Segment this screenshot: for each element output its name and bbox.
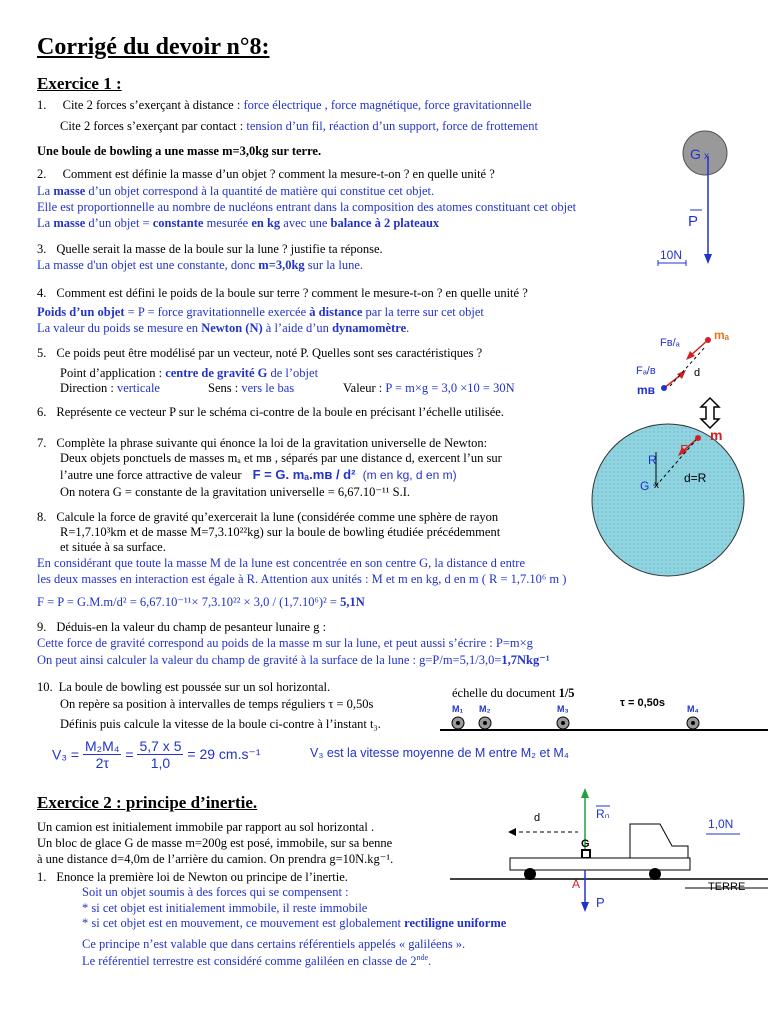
q2-answer-1: La masse d’un objet correspond à la quantité de matière qui constitue cet objet.: [37, 184, 435, 198]
ex2-a5: Le référentiel terrestre est considéré comme galiléen en classe de 2nde.: [82, 953, 432, 969]
q8-l3: et située à sa surface.: [60, 540, 166, 554]
q7-l2: Deux objets ponctuels de masses mₐ et mʙ , séparés par une distance d, exercent l’un sur: [60, 451, 502, 465]
bowling-positions-diagram: [440, 700, 768, 740]
q2: [37, 167, 495, 182]
force-ba-label: Fʙ/ₐ: [660, 337, 680, 349]
force-ab-label: Fₐ/ʙ: [636, 365, 656, 377]
ground-label: TERRE: [708, 881, 746, 893]
ex2-a2: * si cet objet est initialement immobile, il reste immobile: [82, 901, 368, 915]
truck-diagram: [450, 784, 768, 914]
marker-m1: [452, 717, 464, 729]
q5-application: Point d’application : centre de gravité G de l’objet: [60, 366, 319, 380]
moon-mass-label: m: [710, 427, 723, 443]
page-title: Corrigé du devoir n°8:: [37, 34, 270, 60]
v3-equation: V₃ = $\frac{\text{M₂M₄}}{2\tau}$ = $\frac{5,7 x 5}{1,0}$ = 29 cm.s⁻¹: [52, 738, 261, 771]
truck-a-label: A: [572, 877, 581, 891]
q7-l1: 7. Complète la phrase suivante qui énonce la loi de la gravitation universelle de Newton:: [37, 436, 488, 450]
marker-label-m2: M₂: [479, 704, 491, 714]
q10-l2: On repère sa position à intervalles de temps réguliers τ = 0,50s: [60, 697, 374, 711]
distance-label: d: [694, 367, 701, 379]
q9: 9. Déduis-en la valeur du champ de pesanteur lunaire g :: [37, 620, 327, 634]
ex2-a1: Soit un objet soumis à des forces qui se compensent :: [82, 885, 349, 899]
q2-answer-3: La masse d’un objet = constante mesurée en kg avec une balance à 2 plateaux: [37, 216, 440, 230]
q8-l2: R=1,7.10³km et de masse M=7,3.10²²kg) sur la boule de bowling étudiée précédemment: [60, 525, 501, 539]
q5-direction: Direction : verticale: [60, 381, 160, 395]
q5-sens: Sens : vers le bas: [208, 381, 295, 395]
q1-num: 1.: [37, 98, 47, 112]
q3: 3. Quelle serait la masse de la boule sur la lune ? justifie ta réponse.: [37, 242, 383, 256]
q8-answer-3: F = P = G.M.m/d² = 6,67.10⁻¹¹× 7,3.10²² × 3,0 / (1,7.10⁶)² = 5,1N: [37, 595, 365, 609]
exercise1-heading: Exercice 1 :: [37, 74, 122, 93]
moon-center-label: G: [640, 479, 650, 493]
q1-b: [60, 119, 538, 134]
ex2-l3: à une distance d=4,0m de l’arrière du camion. On prendra g=10N.kg⁻¹.: [37, 852, 394, 866]
ex2-l1: Un camion est initialement immobile par rapport au sol horizontal .: [37, 820, 375, 834]
q7-l4: On notera G = constante de la gravitation universelle = 6,67.10⁻¹¹ S.I.: [60, 485, 410, 499]
ex2-a3: * si cet objet est en mouvement, ce mouvement est globalement rectiligne uniforme: [82, 916, 507, 930]
q8-l1: 8. Calcule la force de gravité qu’exercerait la lune (considérée comme une sphère de rayon: [37, 510, 499, 524]
truck-distance-label: d: [534, 812, 541, 824]
q6: 6. Représente ce vecteur P sur le schéma ci-contre de la boule en précisant l’échelle utilisée.: [37, 405, 504, 419]
mass-b-label: mʙ: [637, 383, 656, 397]
marker-label-m3: M₃: [557, 704, 569, 714]
q5-valeur: Valeur : P = m×g = 3,0 ×10 = 30N: [343, 381, 515, 395]
q4-answer-1: Poids d’un objet = P = force gravitationnelle exercée à distance par la terre sur cet objet: [37, 305, 484, 319]
q9-answer-1: Cette force de gravité correspond au poids de la masse m sur la lune, et peut aussi s’écrire : P=m×g: [37, 636, 533, 650]
two-masses-diagram: [620, 322, 768, 402]
q2-question: Comment est définie la masse d’un objet ? comment la mesure-t-on ? en quelle unité ?: [62, 167, 495, 181]
q4-answer-2: La valeur du poids se mesure en Newton (N) à l’aide d’un dynamomètre.: [37, 321, 410, 335]
ball-scale-label: 10N: [660, 248, 683, 262]
ex2-a4: Ce principe n’est valable que dans certains référentiels appelés « galiléens ».: [82, 937, 466, 951]
ball-weight-label: P: [688, 213, 699, 230]
tau-label: τ = 0,50s: [620, 697, 665, 709]
mass-a-label: mₐ: [714, 328, 730, 342]
q7-l3: l’autre une force attractive de valeur F = G. mₐ.mʙ / d² (m en kg, d en m): [60, 467, 457, 482]
q9-answer-2: On peut ainsi calculer la valeur du champ de gravité à la surface de la lune : g=P/m=5,1/3,0=1,7Nkg⁻¹: [37, 653, 550, 667]
q1-question-b: Cite 2 forces s’exerçant par contact :: [60, 119, 244, 133]
marker-label-m1: M₁: [452, 704, 464, 714]
exercise1-intro: Une boule de bowling a une masse m=3,0kg sur terre.: [37, 144, 322, 158]
truck-g-label: G: [581, 838, 590, 850]
marker-m2: [479, 717, 491, 729]
ex2-q1: 1. Enonce la première loi de Newton ou principe de l’inertie.: [37, 870, 348, 884]
marker-m4: [687, 717, 699, 729]
q2-num: 2.: [37, 167, 47, 181]
v3-note: V₃ est la vitesse moyenne de M entre M₂ et M₄: [310, 746, 569, 760]
q1: [37, 98, 532, 113]
ex2-l2: Un bloc de glace G de masse m=200g est posé, immobile, sur sa benne: [37, 836, 393, 850]
q1-question-a: Cite 2 forces s’exerçant à distance :: [62, 98, 241, 112]
marker-label-m4: M₄: [687, 704, 699, 714]
moon-diagram: [588, 422, 768, 580]
q8-answer-2: les deux masses en interaction est égale à R. Attention aux unités : M et m en kg, d en m ( R = 1,7.10⁶ m ): [37, 572, 567, 586]
q5: 5. Ce poids peut être modélisé par un vecteur, noté P. Quelles sont ses caractéristiques ?: [37, 346, 483, 360]
scale-label: échelle du document 1/5: [452, 686, 575, 700]
q2-answer-2: Elle est proportionnelle au nombre de nucléons entrant dans la composition des atomes constituant cet objet: [37, 200, 577, 214]
bowling-ball-diagram: [640, 128, 768, 268]
svg-text:x: x: [704, 151, 709, 162]
truck-scale-label: 1,0N: [708, 817, 734, 831]
truck-weight-label: P: [596, 895, 605, 910]
q3-answer: La masse d'un objet est une constante, donc m=3,0kg sur la lune.: [37, 258, 363, 272]
svg-text:x: x: [654, 480, 659, 491]
q10-l3: Définis puis calcule la vitesse de la boule ci-contre à l’instant t₃.: [60, 717, 381, 731]
truck-reaction-label: Rₙ: [596, 807, 610, 821]
q8-answer-1: En considérant que toute la masse M de la lune est concentrée en son centre G, la distance d entre: [37, 556, 526, 570]
gravitation-formula: F = G. mₐ.mʙ / d²: [252, 467, 356, 482]
q10-l1: 10. La boule de bowling est poussée sur un sol horizontal.: [37, 680, 331, 694]
moon-radius-label: R: [648, 453, 657, 467]
moon-force-label: F: [680, 442, 688, 457]
q4: 4. Comment est défini le poids de la boule sur terre ? comment le mesure-t-on ? en quelle unité ?: [37, 286, 528, 300]
q1-answer-a: force électrique , force magnétique, force gravitationnelle: [243, 98, 532, 112]
q1-answer-b: tension d’un fil, réaction d’un support, force de frottement: [246, 119, 538, 133]
exercise2-heading: Exercice 2 : principe d’inertie.: [37, 793, 258, 812]
marker-m3: [557, 717, 569, 729]
moon-distance-label: d=R: [684, 471, 707, 485]
ball-center-label: G: [690, 146, 701, 162]
